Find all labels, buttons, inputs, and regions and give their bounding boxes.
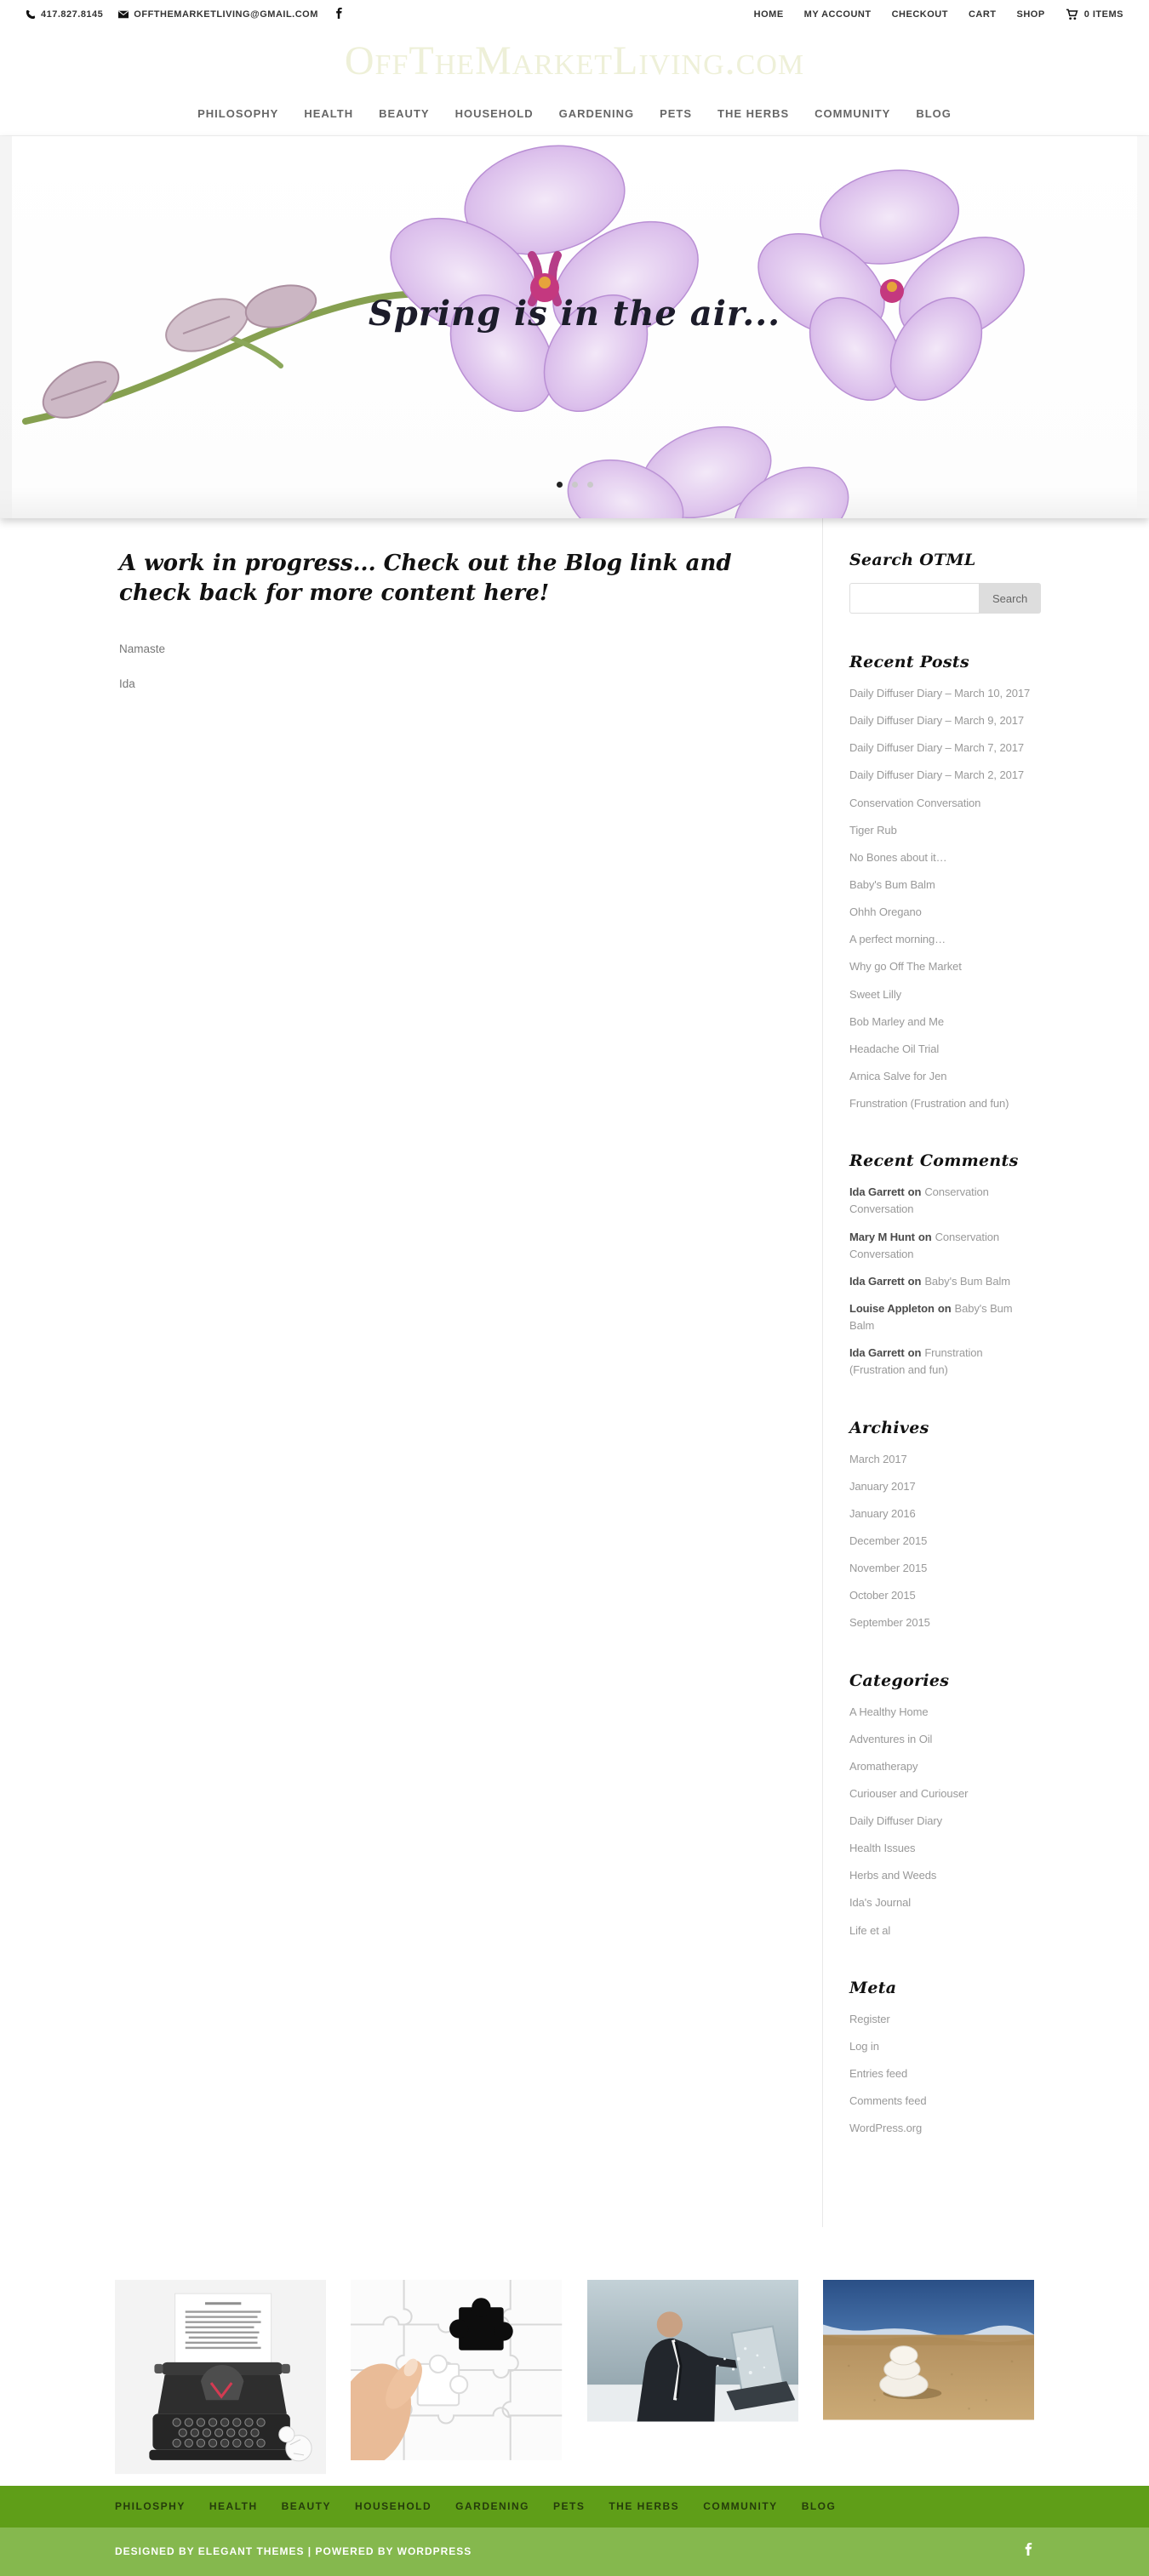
footer-image-man-laptop: [587, 2280, 798, 2422]
site-footer: [0, 2227, 1149, 2575]
category-link[interactable]: Health Issues: [849, 1842, 916, 1855]
archive-link[interactable]: November 2015: [849, 1562, 928, 1575]
slider-dot-3[interactable]: [587, 482, 593, 488]
phone-icon: [26, 9, 36, 20]
footer-bottom: [0, 2527, 1149, 2576]
footer-nav-item[interactable]: PETS: [553, 2500, 586, 2513]
comment-connector: on: [907, 1274, 922, 1288]
main-nav-item[interactable]: HEALTH: [304, 107, 354, 120]
recent-posts-list: [849, 685, 1033, 1112]
search-widget: [849, 551, 1033, 614]
email-icon: [118, 9, 129, 20]
comment-author: Mary M Hunt: [849, 1230, 915, 1243]
search-button[interactable]: Search: [979, 583, 1041, 614]
category-link[interactable]: Adventures in Oil: [849, 1732, 933, 1745]
comment-author: Ida Garrett: [849, 1346, 905, 1360]
topbar-menu-item[interactable]: HOME: [753, 9, 784, 20]
comment-post-link[interactable]: Baby's Bum Balm: [924, 1274, 1011, 1288]
cart-icon: [1066, 9, 1078, 20]
search-input[interactable]: [849, 583, 979, 614]
comment-connector: on: [917, 1230, 932, 1243]
cart-count: 0 ITEMS: [1083, 9, 1123, 20]
comment-connector: on: [937, 1301, 952, 1315]
footer-widgets: [115, 2227, 1034, 2485]
main-nav-item[interactable]: THE HERBS: [717, 107, 790, 120]
recent-comment: [849, 1184, 1033, 1218]
topbar-menu-item[interactable]: MY ACCOUNT: [803, 9, 872, 20]
categories-title: Categories: [849, 1671, 950, 1690]
archives-list: [849, 1451, 1033, 1632]
topbar-menu: [754, 9, 1045, 20]
content-area: [115, 518, 1034, 2227]
footer-image-puzzle: [351, 2280, 562, 2460]
main-nav-item[interactable]: PETS: [660, 107, 693, 120]
main-nav: [0, 92, 1149, 136]
slider-dot-1[interactable]: [557, 482, 563, 488]
meta-widget: [849, 1979, 1033, 2138]
recent-post-link[interactable]: Frunstration (Frustration and fun): [849, 1097, 1009, 1111]
recent-post-link[interactable]: Daily Diffuser Diary – March 9, 2017: [849, 714, 1024, 728]
recent-comments-title: Recent Comments: [849, 1151, 1019, 1171]
site-header: [0, 0, 1149, 136]
hero-title: Spring is in the air...: [368, 294, 781, 334]
comment-post-link[interactable]: Frunstration (Frustration and fun): [849, 1346, 983, 1377]
archive-link[interactable]: September 2015: [849, 1616, 930, 1630]
topbar-menu-item[interactable]: CART: [968, 9, 997, 20]
phone-contact[interactable]: [26, 9, 103, 20]
recent-posts-widget: [849, 653, 1033, 1112]
zen-stones-image: [823, 2280, 1034, 2419]
footer-image-stones: [823, 2280, 1034, 2419]
email-contact[interactable]: [118, 9, 318, 20]
cart-link[interactable]: [1066, 9, 1123, 20]
meta-link[interactable]: Comments feed: [849, 2094, 927, 2108]
meta-list: [849, 2011, 1033, 2138]
footer-nav-item[interactable]: BLOG: [801, 2500, 837, 2513]
man-laptop-image: [587, 2280, 798, 2422]
category-link[interactable]: Herbs and Weeds: [849, 1869, 937, 1882]
site-logo[interactable]: OffTheMarketLiving.com: [344, 37, 805, 83]
category-link[interactable]: Ida's Journal: [849, 1896, 912, 1910]
recent-post-link[interactable]: Baby's Bum Balm: [849, 877, 935, 891]
typewriter-image: [115, 2280, 326, 2474]
recent-comment: [849, 1300, 1033, 1334]
facebook-link[interactable]: [334, 8, 344, 21]
recent-posts-title: Recent Posts: [849, 653, 969, 671]
category-link[interactable]: Daily Diffuser Diary: [849, 1814, 943, 1828]
meta-link[interactable]: Log in: [849, 2039, 879, 2053]
recent-post-link[interactable]: A perfect morning…: [849, 933, 946, 946]
main-nav-item[interactable]: BLOG: [916, 107, 952, 120]
recent-post-link[interactable]: Headache Oil Trial: [849, 1042, 940, 1055]
main-nav-item[interactable]: GARDENING: [558, 107, 635, 120]
category-link[interactable]: Life et al: [849, 1923, 891, 1937]
categories-widget: [849, 1671, 1033, 1939]
archive-link[interactable]: January 2016: [849, 1506, 916, 1520]
recent-comment: [849, 1345, 1033, 1379]
recent-post-link[interactable]: Ohhh Oregano: [849, 905, 922, 919]
footer-nav-item[interactable]: HEALTH: [209, 2500, 258, 2513]
main-nav-item[interactable]: BEAUTY: [379, 107, 430, 120]
topbar-menu-item[interactable]: SHOP: [1016, 9, 1045, 20]
recent-post-link[interactable]: Conservation Conversation: [849, 796, 981, 809]
phone-number: 417.827.8145: [41, 9, 104, 20]
category-link[interactable]: A Healthy Home: [849, 1705, 929, 1718]
recent-post-link[interactable]: Daily Diffuser Diary – March 2, 2017: [849, 768, 1024, 782]
main-nav-item[interactable]: HOUSEHOLD: [454, 107, 534, 120]
hero-slider: [0, 136, 1149, 518]
footer-image-typewriter: [115, 2280, 326, 2474]
categories-list: [849, 1704, 1033, 1939]
comment-post-link[interactable]: Conservation Conversation: [849, 1230, 999, 1260]
meta-title: Meta: [849, 1978, 897, 1997]
comment-post-link[interactable]: Baby's Bum Balm: [849, 1301, 1013, 1333]
footer-nav-item[interactable]: BEAUTY: [281, 2500, 331, 2513]
facebook-icon: [334, 8, 344, 19]
recent-post-link[interactable]: Daily Diffuser Diary – March 10, 2017: [849, 687, 1031, 700]
main-nav-item[interactable]: PHILOSOPHY: [197, 107, 279, 120]
archives-title: Archives: [849, 1418, 929, 1437]
meta-link[interactable]: Entries feed: [849, 2067, 908, 2081]
logo-row: [0, 29, 1149, 92]
recent-post-link[interactable]: Sweet Lilly: [849, 987, 902, 1001]
main-column: [115, 518, 823, 2227]
footer-nav-item[interactable]: HOUSEHOLD: [354, 2500, 432, 2513]
comment-connector: on: [907, 1185, 922, 1199]
archive-link[interactable]: January 2017: [849, 1479, 916, 1493]
email-address: OFFTHEMARKETLIVING@GMAIL.COM: [134, 9, 318, 20]
page-heading: A work in progress... Check out the Blog link and check back for more content here!: [119, 551, 732, 607]
footer-facebook-icon: [1022, 2543, 1034, 2556]
footer-nav: [0, 2486, 1149, 2527]
archive-link[interactable]: March 2017: [849, 1452, 907, 1465]
recent-post-link[interactable]: Daily Diffuser Diary – March 7, 2017: [849, 741, 1024, 755]
recent-comments-widget: [849, 1151, 1033, 1379]
recent-comment: [849, 1229, 1033, 1263]
category-link[interactable]: Aromatherapy: [849, 1759, 918, 1773]
puzzle-image: [351, 2280, 562, 2460]
meta-link[interactable]: WordPress.org: [849, 2122, 923, 2135]
archives-widget: [849, 1419, 1033, 1632]
meta-link[interactable]: Register: [849, 2012, 890, 2025]
footer-nav-item[interactable]: PHILOSPHY: [115, 2500, 186, 2513]
paragraph-signature: Ida: [119, 677, 135, 691]
archive-link[interactable]: October 2015: [849, 1589, 916, 1602]
comment-connector: on: [907, 1346, 922, 1360]
comment-author: Ida Garrett: [849, 1274, 905, 1288]
recent-comments-list: [849, 1184, 1033, 1379]
recent-post-link[interactable]: No Bones about it…: [849, 850, 947, 864]
paragraph-namaste: Namaste: [119, 643, 166, 656]
footer-nav-item[interactable]: THE HERBS: [609, 2500, 680, 2513]
sidebar: [823, 518, 1033, 2227]
footer-nav-item[interactable]: COMMUNITY: [703, 2500, 778, 2513]
footer-facebook-link[interactable]: [1022, 2543, 1034, 2560]
recent-comment: [849, 1273, 1033, 1290]
slider-dots: [0, 482, 1149, 488]
recent-post-link[interactable]: Bob Marley and Me: [849, 1014, 945, 1028]
footer-credits[interactable]: DESIGNED BY ELEGANT THEMES | POWERED BY WORDPRESS: [115, 2545, 472, 2558]
comment-author: Ida Garrett: [849, 1185, 905, 1199]
category-link[interactable]: Curiouser and Curiouser: [849, 1786, 969, 1800]
main-nav-item[interactable]: COMMUNITY: [815, 107, 891, 120]
topbar: [0, 0, 1149, 29]
search-widget-title: Search OTML: [849, 551, 976, 569]
recent-post-link[interactable]: Why go Off The Market: [849, 960, 962, 974]
recent-post-link[interactable]: Tiger Rub: [849, 823, 897, 837]
archive-link[interactable]: December 2015: [849, 1534, 928, 1547]
recent-post-link[interactable]: Arnica Salve for Jen: [849, 1069, 947, 1082]
comment-author: Louise Appleton: [849, 1301, 935, 1315]
slider-dot-2[interactable]: [572, 482, 578, 488]
comment-post-link[interactable]: Conservation Conversation: [849, 1185, 989, 1216]
footer-nav-item[interactable]: GARDENING: [455, 2500, 529, 2513]
topbar-menu-item[interactable]: CHECKOUT: [891, 9, 948, 20]
